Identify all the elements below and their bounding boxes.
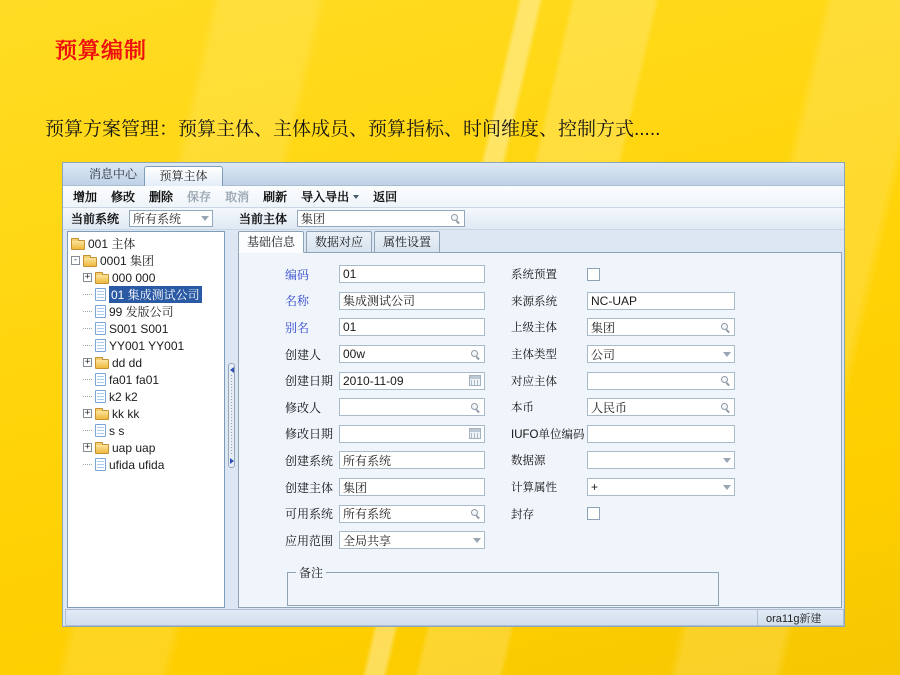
current-system-label: 当前系统	[71, 212, 120, 226]
iufo-unit-code-label: IUFO单位编码	[511, 428, 585, 441]
iufo-unit-code-field[interactable]	[587, 425, 735, 443]
mapped-subject-field[interactable]	[587, 372, 735, 390]
document-icon	[95, 373, 106, 386]
form-row	[285, 447, 485, 474]
source-system-label: 来源系统	[511, 295, 557, 308]
code-field[interactable]: 01	[339, 265, 485, 283]
tree-item-label: kk kk	[112, 406, 140, 421]
system-preset-label: 系统预置	[511, 269, 557, 282]
form-row	[285, 261, 485, 288]
toolbar	[63, 186, 844, 208]
subject-type-label: 主体类型	[511, 349, 557, 362]
search-icon[interactable]	[720, 402, 731, 413]
app-window	[62, 162, 845, 627]
tree-item[interactable]	[68, 269, 224, 286]
refresh-button[interactable]: 刷新	[263, 190, 288, 204]
data-source-select[interactable]	[587, 451, 735, 469]
tree-item[interactable]	[68, 235, 224, 252]
search-icon[interactable]	[450, 213, 461, 224]
creator-field[interactable]: 00w	[339, 345, 485, 363]
expand-icon[interactable]: +	[84, 442, 91, 452]
tree-item[interactable]	[68, 422, 224, 439]
search-icon[interactable]	[720, 322, 731, 333]
import-export-label: 导入导出	[301, 190, 350, 204]
available-systems-field[interactable]: 所有系统	[339, 505, 485, 523]
tab-basic-info[interactable]: 基础信息	[238, 231, 304, 253]
name-field[interactable]: 集成测试公司	[339, 292, 485, 310]
tree-connector	[83, 430, 92, 431]
tab-attribute-settings[interactable]: 属性设置	[374, 231, 440, 253]
tree-item-label: ufida ufida	[109, 457, 165, 472]
alias-label: 别名	[285, 320, 310, 335]
form-row	[511, 474, 735, 501]
tree-item[interactable]	[68, 354, 224, 371]
tab-budget-subject[interactable]: 预算主体	[144, 166, 223, 186]
tree-item[interactable]	[68, 439, 224, 456]
form-column-left	[285, 261, 485, 554]
folder-icon	[95, 359, 109, 369]
form-row	[511, 447, 735, 474]
splitter-expand-icon[interactable]	[230, 458, 234, 464]
subject-tree	[67, 231, 225, 608]
chevron-down-icon	[473, 538, 481, 543]
folder-icon	[83, 257, 97, 267]
form-row	[285, 394, 485, 421]
document-icon	[95, 322, 106, 335]
delete-button[interactable]: 删除	[149, 190, 174, 204]
tree-item[interactable]	[68, 252, 224, 269]
tree-item-label: k2 k2	[109, 389, 138, 404]
expand-icon[interactable]: +	[84, 408, 91, 418]
data-source-label: 数据源	[511, 455, 546, 468]
document-icon	[95, 305, 106, 318]
form-row	[285, 341, 485, 368]
form-row	[285, 367, 485, 394]
document-icon	[95, 424, 106, 437]
tree-item[interactable]	[68, 320, 224, 337]
apply-scope-select[interactable]: 全局共享	[339, 531, 485, 549]
remark-label: 备注	[299, 566, 324, 580]
search-icon[interactable]	[470, 349, 481, 360]
tree-item-label: YY001 YY001	[109, 338, 185, 353]
status-bar	[65, 609, 844, 626]
subject-type-select[interactable]: 公司	[587, 345, 735, 363]
tree-item-label: fa01 fa01	[109, 372, 160, 387]
tree-connector	[83, 294, 92, 295]
create-date-label: 创建日期	[285, 374, 334, 389]
tree-item-label: 001 主体	[88, 237, 136, 251]
form-column-right	[511, 261, 735, 527]
tree-item-label: 000 000	[112, 270, 156, 285]
create-subject-field[interactable]: 集团	[339, 478, 485, 496]
remark-fieldset[interactable]	[287, 564, 719, 606]
form-row	[285, 288, 485, 315]
document-icon	[95, 288, 106, 301]
parent-subject-label: 上级主体	[511, 322, 557, 335]
tree-item-label: s s	[109, 423, 125, 438]
slide-subtitle: 预算方案管理：预算主体、主体成员、预算指标、时间维度、控制方式.....	[45, 119, 661, 140]
folder-icon	[95, 274, 109, 284]
sealed-checkbox[interactable]	[587, 507, 600, 520]
search-icon[interactable]	[720, 375, 731, 386]
document-icon	[95, 458, 106, 471]
name-label: 名称	[285, 294, 310, 309]
current-subject-input[interactable]	[297, 210, 465, 227]
tree-item[interactable]	[68, 388, 224, 405]
chevron-down-icon	[723, 458, 731, 463]
tree-item[interactable]	[68, 456, 224, 473]
modifier-field[interactable]	[339, 398, 485, 416]
status-datasource: ora11g新建	[757, 610, 843, 625]
tree-connector	[83, 379, 92, 380]
tree-connector	[83, 328, 92, 329]
creator-label: 创建人	[285, 347, 322, 362]
local-currency-field[interactable]: 人民币	[587, 398, 735, 416]
import-export-button[interactable]	[301, 188, 359, 205]
add-button[interactable]: 增加	[73, 190, 98, 204]
basic-info-form	[238, 252, 842, 608]
expand-icon[interactable]: +	[84, 272, 91, 282]
detail-panel	[238, 231, 842, 608]
expand-icon[interactable]: +	[84, 357, 91, 367]
window-tabbar	[63, 163, 844, 186]
chevron-down-icon	[723, 352, 731, 357]
tree-item-selected[interactable]	[68, 286, 224, 303]
code-label: 编码	[285, 267, 310, 282]
modify-date-field[interactable]	[339, 425, 485, 443]
current-system-select[interactable]	[129, 210, 213, 227]
current-subject-value: 集团	[301, 212, 326, 226]
chevron-down-icon	[353, 195, 359, 199]
create-date-field[interactable]: 2010-11-09	[339, 372, 485, 390]
filter-bar	[63, 208, 844, 230]
tree-item[interactable]	[68, 405, 224, 422]
source-system-field[interactable]: NC-UAP	[587, 292, 735, 310]
form-row	[285, 474, 485, 501]
form-row	[511, 421, 735, 448]
detail-tabs	[238, 231, 442, 253]
folder-icon	[95, 444, 109, 454]
modify-date-label: 修改日期	[285, 427, 334, 442]
chevron-down-icon	[723, 485, 731, 490]
edit-button[interactable]: 修改	[111, 190, 136, 204]
form-row	[511, 500, 735, 527]
back-button[interactable]: 返回	[373, 190, 398, 204]
tree-item-label: 0001 集团	[100, 254, 155, 268]
local-currency-label: 本币	[511, 402, 534, 415]
tab-message-center[interactable]: 消息中心	[89, 167, 138, 181]
document-icon	[95, 339, 106, 352]
form-row	[511, 367, 735, 394]
splitter-grip	[231, 375, 232, 456]
document-icon	[95, 390, 106, 403]
tree-connector	[83, 396, 92, 397]
parent-subject-field[interactable]: 集团	[587, 318, 735, 336]
mapped-subject-label: 对应主体	[511, 375, 557, 388]
form-row	[285, 500, 485, 527]
form-row	[511, 261, 735, 288]
cancel-button: 取消	[225, 190, 250, 204]
current-subject-label: 当前主体	[239, 212, 288, 226]
system-preset-checkbox[interactable]	[587, 268, 600, 281]
panel-splitter[interactable]	[228, 363, 235, 468]
tree-item[interactable]	[68, 371, 224, 388]
search-icon[interactable]	[470, 508, 481, 519]
alias-field[interactable]: 01	[339, 318, 485, 336]
calc-attribute-label: 计算属性	[511, 482, 557, 495]
slide-title: 预算编制	[55, 38, 148, 63]
tab-data-mapping[interactable]: 数据对应	[306, 231, 372, 253]
create-system-label: 创建系统	[285, 453, 334, 468]
form-row	[285, 314, 485, 341]
tree-item-label: dd dd	[112, 355, 143, 370]
calc-attribute-select[interactable]: +	[587, 478, 735, 496]
calendar-icon[interactable]	[469, 375, 481, 386]
current-system-value: 所有系统	[133, 212, 182, 226]
collapse-icon[interactable]: -	[72, 255, 79, 265]
form-row	[511, 314, 735, 341]
search-icon[interactable]	[470, 402, 481, 413]
sealed-label: 封存	[511, 508, 534, 521]
tree-item[interactable]	[68, 337, 224, 354]
create-subject-label: 创建主体	[285, 480, 334, 495]
available-systems-label: 可用系统	[285, 507, 334, 522]
splitter-collapse-icon[interactable]	[230, 367, 234, 373]
folder-icon	[71, 240, 85, 250]
folder-icon	[95, 410, 109, 420]
tree-item-label: uap uap	[112, 440, 156, 455]
form-row	[511, 341, 735, 368]
form-row	[511, 394, 735, 421]
apply-scope-label: 应用范围	[285, 533, 334, 548]
tree-item-label: S001 S001	[109, 321, 169, 336]
tree-connector	[83, 464, 92, 465]
tree-connector	[83, 345, 92, 346]
tree-item-label: 99 发版公司	[109, 305, 174, 319]
form-row	[511, 288, 735, 315]
chevron-down-icon	[201, 216, 209, 221]
tree-item-label: 01 集成测试公司	[111, 288, 200, 302]
create-system-field[interactable]: 所有系统	[339, 451, 485, 469]
tree-connector	[83, 311, 92, 312]
save-button: 保存	[187, 190, 212, 204]
calendar-icon[interactable]	[469, 428, 481, 439]
tree-item[interactable]	[68, 303, 224, 320]
form-row	[285, 421, 485, 448]
form-row	[285, 527, 485, 554]
modifier-label: 修改人	[285, 400, 322, 415]
